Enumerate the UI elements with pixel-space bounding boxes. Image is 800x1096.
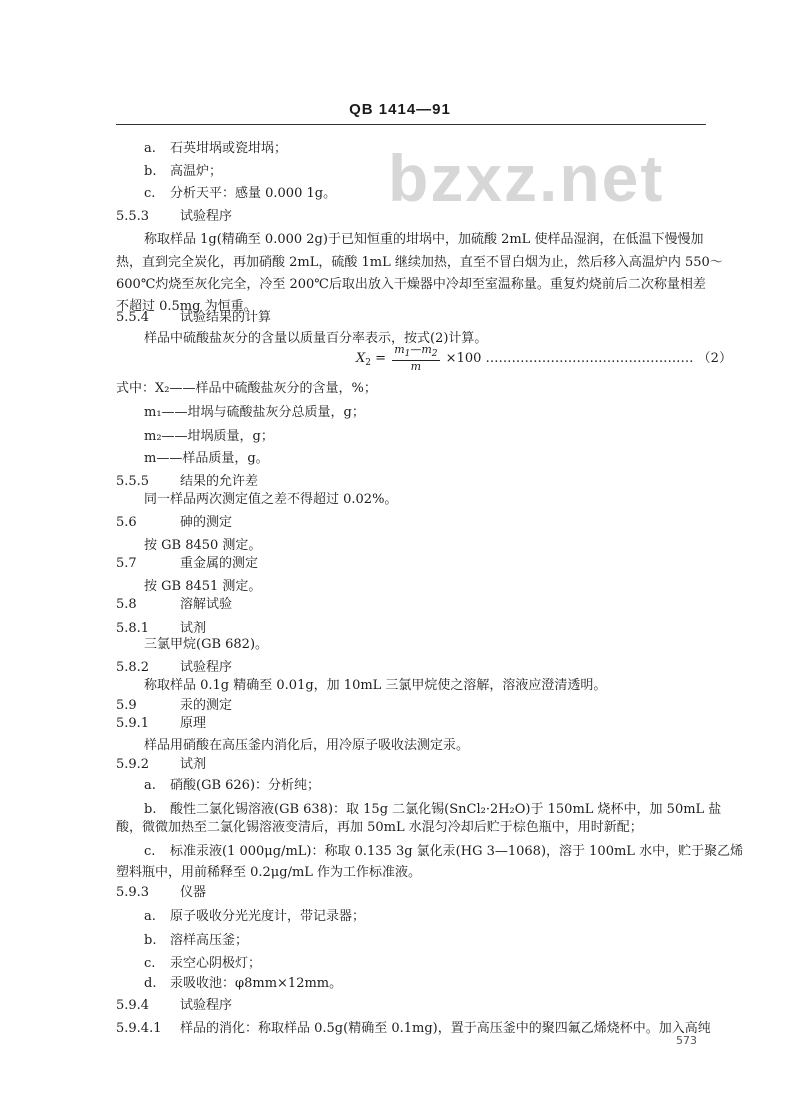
section-line bbox=[116, 660, 232, 676]
section-line bbox=[116, 716, 206, 732]
section-number: 5.9.2 bbox=[116, 757, 150, 772]
text-line bbox=[144, 538, 261, 554]
text-line bbox=[116, 277, 706, 293]
line-text: 式中：X₂——样品中硫酸盐灰分的含量，%； bbox=[116, 381, 377, 396]
text-line bbox=[144, 579, 261, 595]
section-number: 5.9.1 bbox=[116, 716, 150, 731]
section-number: 5.5.3 bbox=[116, 209, 150, 224]
text-line bbox=[144, 492, 397, 508]
formula-number: （2） bbox=[697, 351, 732, 366]
formula-numerator bbox=[392, 344, 439, 361]
text-line bbox=[144, 933, 248, 949]
line-text: 汞吸收池：φ8mm×12mm。 bbox=[170, 976, 343, 991]
text-line bbox=[144, 232, 703, 248]
page-number: 573 bbox=[676, 1034, 697, 1047]
line-text: 样品中硫酸盐灰分的含量以质量百分率表示，按式(2)计算。 bbox=[144, 331, 488, 346]
section-line bbox=[116, 310, 271, 326]
section-number: 5.7 bbox=[116, 556, 137, 571]
line-text: 高温炉； bbox=[170, 164, 223, 179]
line-text: 汞的测定 bbox=[180, 698, 233, 713]
line-text: 塑料瓶中，用前稀释至 0.2μg/mL 作为工作标准液。 bbox=[116, 865, 422, 880]
item-label: c. bbox=[144, 186, 156, 201]
item-label: b. bbox=[144, 802, 157, 817]
line-text: 标准汞液(1 000μg/mL)：称取 0.135 3g 氯化汞(HG 3—1068)，溶于 100mL 水中，贮于聚乙烯 bbox=[170, 844, 744, 859]
text-line bbox=[144, 778, 320, 794]
section-line bbox=[116, 757, 206, 773]
line-text: 重金属的测定 bbox=[180, 556, 259, 571]
line-text: 样品的消化：称取样品 0.5g(精确至 0.1mg)，置于高压釜中的聚四氟乙烯烧杯中。加入高纯 bbox=[180, 1021, 711, 1036]
line-text: 600℃灼烧至灰化完全，冷至 200℃后取出放入干燥器中冷却至室温称量。重复灼烧前后二次称量相差 bbox=[116, 277, 706, 292]
text-line bbox=[144, 738, 469, 754]
section-number: 5.8.1 bbox=[116, 621, 150, 636]
formula-fraction bbox=[392, 344, 439, 373]
line-text: 按 GB 8451 测定。 bbox=[144, 579, 262, 594]
item-label: c. bbox=[144, 844, 156, 859]
text-line bbox=[116, 820, 643, 836]
line-text: 砷的测定 bbox=[180, 515, 233, 530]
line-text: m₂——坩埚质量，g； bbox=[144, 429, 274, 444]
line-text: 样品用硝酸在高压釜内消化后，用冷原子吸收法测定汞。 bbox=[144, 738, 470, 753]
section-line bbox=[116, 474, 258, 490]
line-text: 按 GB 8450 测定。 bbox=[144, 538, 262, 553]
line-text: m——样品质量，g。 bbox=[144, 451, 269, 466]
formula-times: ×100 bbox=[445, 351, 482, 366]
section-number: 5.8.2 bbox=[116, 660, 150, 675]
line-text: 称取样品 0.1g 精确至 0.01g，加 10mL 三氯甲烷使之溶解，溶液应澄清透明。 bbox=[144, 678, 607, 693]
text-line bbox=[144, 802, 721, 818]
formula-lhs: X bbox=[356, 351, 366, 366]
line-text: 试验程序 bbox=[180, 209, 233, 224]
item-label: d. bbox=[144, 976, 157, 991]
section-number: 5.5.4 bbox=[116, 310, 150, 325]
text-line bbox=[144, 429, 274, 445]
text-line bbox=[144, 678, 606, 694]
text-line bbox=[116, 255, 723, 271]
numerator-minus: — bbox=[410, 343, 422, 356]
text-line bbox=[144, 405, 365, 421]
line-text: 原理 bbox=[180, 716, 207, 731]
watermark: bzxz.net bbox=[388, 141, 665, 215]
section-line bbox=[116, 556, 258, 572]
line-text: 石英坩埚或瓷坩埚； bbox=[170, 141, 288, 156]
item-label: b. bbox=[144, 933, 157, 948]
line-text: 硝酸(GB 626)：分析纯； bbox=[170, 778, 321, 793]
formula-denominator: m bbox=[410, 360, 422, 373]
standard-header: QB 1414—91 bbox=[349, 101, 451, 118]
text-line bbox=[144, 844, 743, 860]
section-number: 5.6 bbox=[116, 515, 137, 530]
numerator-m1-sub: 1 bbox=[404, 349, 411, 359]
section-number: 5.9.3 bbox=[116, 885, 150, 900]
line-text: 酸，微微加热至二氯化锡溶液变清后，再加 50mL 水混匀冷却后贮于棕色瓶中，用时新配； bbox=[116, 820, 643, 835]
line-text: 热，直到完全炭化，再加硝酸 2mL，硫酸 1mL 继续加热，直至不冒白烟为止，然后移入高温炉内 550～ bbox=[116, 255, 723, 270]
line-text: 汞空心阴极灯； bbox=[170, 956, 262, 971]
section-line bbox=[116, 209, 232, 225]
line-text: 仪器 bbox=[180, 885, 207, 900]
section-line bbox=[116, 515, 232, 531]
section-number: 5.8 bbox=[116, 597, 137, 612]
line-text: m₁——坩埚与硫酸盐灰分总质量，g； bbox=[144, 405, 365, 420]
item-label: c. bbox=[144, 956, 156, 971]
text-line bbox=[116, 381, 377, 397]
formula-2 bbox=[356, 344, 732, 373]
section-line bbox=[116, 621, 206, 637]
numerator-m2: m bbox=[421, 343, 432, 356]
section-line bbox=[116, 885, 206, 901]
line-text: 分析天平：感量 0.000 1g。 bbox=[170, 186, 337, 201]
line-text: 溶解试验 bbox=[180, 597, 233, 612]
line-text: 原子吸收分光光度计，带记录器； bbox=[170, 909, 366, 924]
item-label: a. bbox=[144, 909, 156, 924]
numerator-m2-sub: 2 bbox=[431, 349, 438, 359]
section-number: 5.5.5 bbox=[116, 474, 150, 489]
line-text: 试验结果的计算 bbox=[180, 310, 272, 325]
text-line bbox=[144, 451, 269, 467]
line-text: 试剂 bbox=[180, 757, 207, 772]
section-number: 5.9.4 bbox=[116, 998, 150, 1013]
line-text: 试验程序 bbox=[180, 998, 233, 1013]
numerator-m1: m bbox=[394, 343, 405, 356]
section-line bbox=[116, 998, 232, 1014]
section-line bbox=[116, 698, 232, 714]
line-text: 结果的允许差 bbox=[180, 474, 259, 489]
formula-leader-dots: ………………………………………… bbox=[485, 351, 694, 366]
text-line bbox=[116, 865, 421, 881]
text-line bbox=[144, 186, 336, 202]
section-number: 5.9 bbox=[116, 698, 137, 713]
item-label: b. bbox=[144, 164, 157, 179]
line-text: 试验程序 bbox=[180, 660, 233, 675]
line-text: 不超过 0.5mg 为恒重。 bbox=[116, 299, 257, 314]
text-line bbox=[144, 909, 365, 925]
line-text: 试剂 bbox=[180, 621, 207, 636]
line-text: 酸性二氯化锡溶液(GB 638)：取 15g 二氯化锡(SnCl₂·2H₂O)于 150mL 烧杯中，加 50mL 盐 bbox=[170, 802, 722, 817]
item-label: a. bbox=[144, 778, 156, 793]
text-line bbox=[144, 956, 261, 972]
item-label: a. bbox=[144, 141, 156, 156]
text-line bbox=[144, 164, 222, 180]
line-text: 称取样品 1g(精确至 0.000 2g)于已知恒重的坩埚中，加硫酸 2mL 使样品湿润，在低温下慢慢加 bbox=[144, 232, 704, 247]
line-text: 溶样高压釜； bbox=[170, 933, 249, 948]
header-rule bbox=[116, 124, 706, 125]
text-line bbox=[144, 637, 268, 653]
line-text: 三氯甲烷(GB 682)。 bbox=[144, 637, 269, 652]
formula-lhs-sub: 2 bbox=[365, 358, 371, 368]
section-number: 5.9.4.1 bbox=[116, 1021, 162, 1036]
section-line bbox=[116, 597, 232, 613]
section-line bbox=[116, 1021, 711, 1037]
text-line bbox=[144, 141, 287, 157]
formula-equals: = bbox=[375, 351, 387, 366]
line-text: 同一样品两次测定值之差不得超过 0.02%。 bbox=[144, 492, 398, 507]
text-line bbox=[144, 976, 342, 992]
